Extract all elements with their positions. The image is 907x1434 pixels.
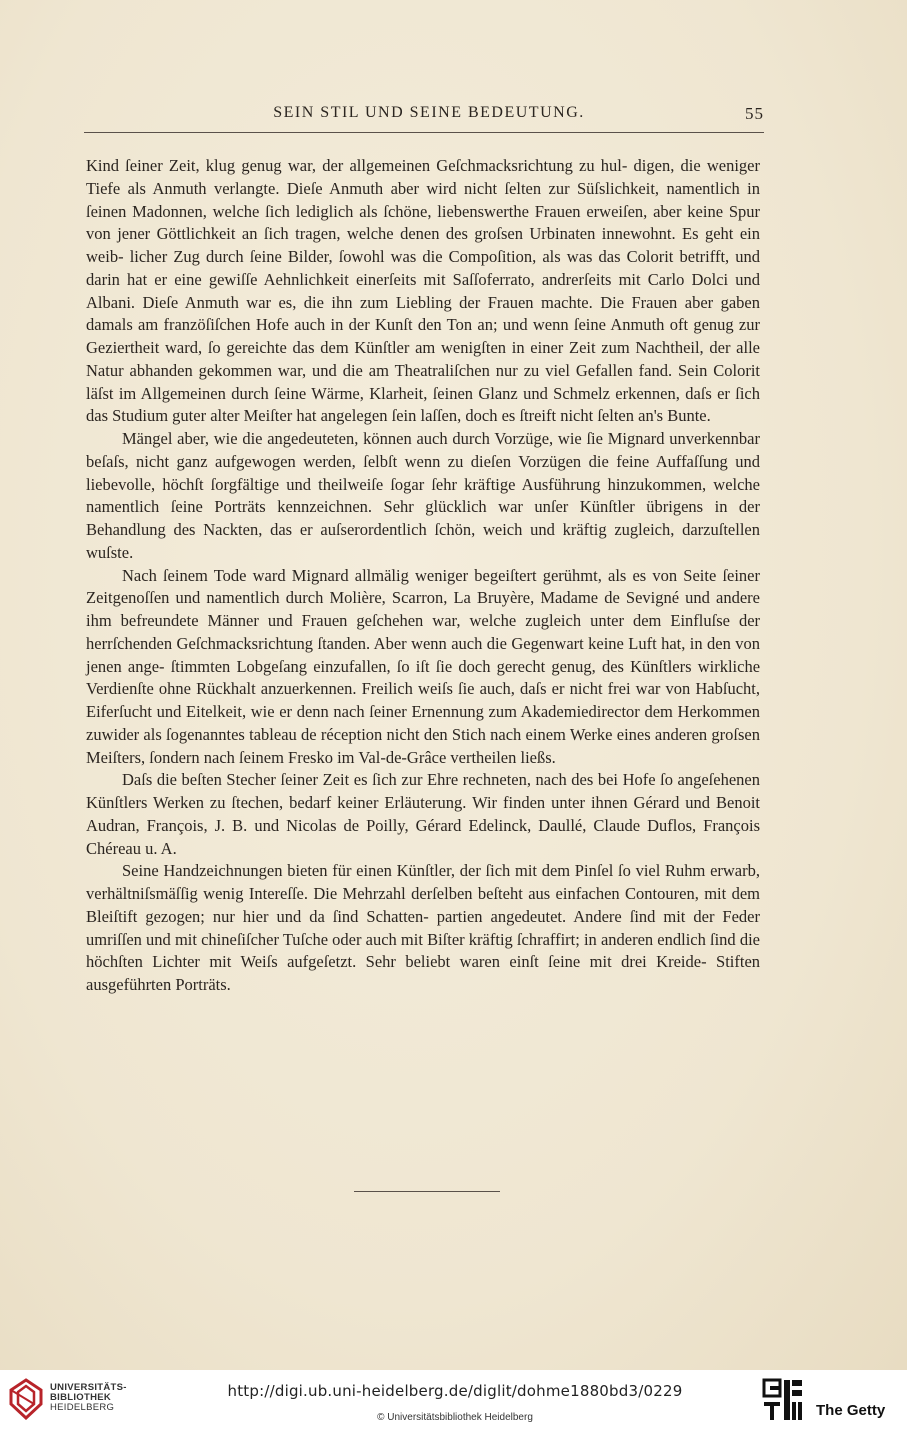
- paragraph: [86, 860, 760, 997]
- text-line: ſchöne, liebenswerthe Frauen erweiſen, aber keine Spur von jener Göttlichkeit an: [86, 201, 760, 244]
- text-line: Meiſters, ſondern nach ſeinem Fresko im Val-de-Grâce vertheilen ließs.: [86, 747, 556, 767]
- text-line: Madame de Sevigné und andere ihm befreundete Männer und Frauen geſchehen: [86, 588, 760, 630]
- text-line: andrerſeits mit Carlo Dolci und Albani. Dieſe Anmuth war es, die ihn zum: [86, 269, 760, 312]
- text-line: war, welche zugleich unter dem Einfluſse der herrſchenden Geſchmacksrichtung: [86, 611, 761, 653]
- text-line: de Poilly, Gérard Edelinck, Daullé, Claude Duflos, François Chéreau u. A.: [86, 815, 761, 858]
- text-line: licher Zug durch ſeine Bilder, ſowohl was die Compoſition, als was das Colorit: [129, 247, 674, 266]
- text-line: Kind ſeiner Zeit, klug genug war, der allgemeinen Geſchmacksrichtung zu hul-: [86, 156, 628, 175]
- text-line: ſelten zur Süſslichkeit, namentlich in ſeinen Madonnen, welche ſich lediglich als: [86, 178, 761, 221]
- text-line: nur zu viel Gefallen fand. Sein Colorit läſst im Allgemeinen durch ſeine Wärme,: [86, 360, 761, 403]
- text-line: betrifft, und darin hat er eine gewiſſe Aehnlichkeit einerſeits mit Saſſoferrato,: [86, 247, 761, 289]
- text-line: Hofe ſo angeſehenen Künſtlers Werken zu ſtechen, bedarf keiner Erläuterung.: [86, 770, 760, 812]
- copyright-notice: © Universitätsbibliothek Heidelberg: [377, 1412, 533, 1423]
- paragraph: [86, 565, 760, 770]
- library-name-line2: BIBLIOTHEK: [50, 1392, 112, 1403]
- getty-logo-icon: [762, 1378, 804, 1422]
- text-line: digen, die weniger Tiefe als Anmuth verlangte. Dieſe Anmuth aber wird nicht: [86, 156, 760, 198]
- library-name-line3: HEIDELBERG: [50, 1402, 115, 1413]
- library-name-line1: UNIVERSITÄTS-: [50, 1382, 127, 1393]
- paragraph: [86, 155, 760, 428]
- text-line: Daſs die beſten Stecher ſeiner Zeit es ſich zur Ehre rechneten, nach des bei: [122, 770, 618, 790]
- text-line: Ernennung zum Akademiedirector dem Herkommen zuwider als ſogenanntes: [86, 702, 761, 744]
- running-title: SEIN STIL UND SEINE BEDEUTUNG.: [273, 104, 585, 121]
- text-line: aus einfachen Contouren, mit dem Bleiſtift gezogen; nur hier und da ſind Schatten-: [86, 884, 760, 926]
- text-line: partien angedeutet. Andere ſind mit der Feder umriſſen und mit chineſiſcher: [86, 906, 760, 949]
- text-line: wirkliche Verdienſte ohne Rückhalt anzuerkennen. Freilich weiſs ſie auch, daſs: [86, 656, 761, 699]
- text-line: ſich tragen, welche denen des groſsen Urbinaten innewohnt. Es geht ein weib-: [86, 224, 760, 266]
- text-line: Nachtheil, der alle Natur abhanden gekommen war, und die am Theatraliſchen: [86, 338, 761, 380]
- text-line: Seine Handzeichnungen bieten für einen Künſtler, der ſich mit dem Pinſel ſo: [122, 861, 631, 881]
- text-line: Sehr glücklich war unſer Künſtler übrigens in der Behandlung des Nackten, das: [86, 497, 761, 539]
- paragraph: [86, 769, 760, 860]
- text-line: Tuſche oder auch mit Biſter kräftig ſchraffirt; in anderen endlich ſind die höchſten: [86, 929, 760, 972]
- text-line: von Seite ſeiner Zeitgenoſſen und namentlich durch Molière, Scarron, La Bruyère,: [86, 565, 761, 608]
- permalink-url[interactable]: http://digi.ub.uni-heidelberg.de/diglit/dohme1880bd3/0229: [227, 1382, 683, 1400]
- header-rule: [84, 132, 764, 133]
- end-rule: [354, 1191, 500, 1192]
- text-line: Nach ſeinem Tode ward Mignard allmälig weniger begeiſtert gerühmt, als es: [122, 565, 647, 585]
- text-line: alter Meiſter hat angelegen ſein laſſen, doch es ſtreift nicht ſelten an's Bunte.: [210, 406, 711, 426]
- university-library-logo-icon: [8, 1378, 44, 1420]
- text-line: Wir finden unter ihnen Gérard und Benoit Audran, François, J. B. und Nicolas: [86, 793, 760, 835]
- text-line: Geziertheit ward, ſo gereichte das dem Künſtler am wenigſten in einer Zeit zum: [86, 338, 630, 357]
- partner-name: The Getty: [816, 1402, 886, 1419]
- text-line: ſtimmten Lobgeſang einzufallen, ſo iſt ſie doch gerecht genug, des Künſtlers: [170, 656, 692, 676]
- text-line: Lichter mit Weiſs aufgeſetzt. Sehr beliebt waren einſt ſeine mit drei Kreide-: [152, 952, 707, 972]
- text-line: Klarheit, ſeinen Glanz und Schmelz erkennen, daſs er ſich das Studium guter: [86, 383, 760, 426]
- text-line: Mängel aber, wie die angedeuteten, können auch durch Vorzüge, wie ſie Mignard: [122, 429, 665, 448]
- text-line: Liebling der Frauen machte. Die Frauen aber gaben damals am franzöſiſchen: [86, 292, 760, 335]
- paragraph: [86, 428, 760, 565]
- body-text: [86, 155, 760, 997]
- text-line: Stiften ausgeführten Porträts.: [86, 952, 761, 994]
- text-line: er auſserordentlich ſchön, weich und kräftig zugleich, darzuſtellen wuſste.: [86, 520, 760, 562]
- text-line: die feine Auffaſſung und liebevolle, höchſt ſorgfältige und theilweiſe ſogar ſehr: [86, 451, 760, 494]
- running-head: [84, 104, 764, 130]
- text-line: Hofe auch in der Kunſt den Ton an; und wenn ſeine Anmuth oft genug zur: [255, 315, 761, 335]
- text-line: tableau de réception nicht den Stich nach einem Werke eines anderen groſsen: [249, 724, 760, 744]
- text-line: er nicht frei war von Habſucht, Eiferſucht und Eitelkeit, wie er denn nach ſeiner: [86, 679, 760, 721]
- text-line: ſtanden. Aber wenn auch die Gegenwart keine Luft hat, in den von jenen ange-: [86, 633, 760, 676]
- text-line: viel Ruhm erwarb, verhältniſsmäſſig wenig Intereſſe. Die Mehrzahl derſelben beſteht: [86, 861, 761, 903]
- text-line: unverkennbar beſaſs, nicht ganz aufgewogen werden, ſelbſt wenn zu dieſen Vorzügen: [86, 429, 760, 471]
- page-number: 55: [745, 104, 764, 123]
- footer-bar: [0, 1370, 907, 1434]
- library-name: [50, 1383, 127, 1413]
- text-line: kräftige Ausführung hinzukommen, welche namentlich ſeine Porträts kennzeichnen.: [86, 474, 760, 517]
